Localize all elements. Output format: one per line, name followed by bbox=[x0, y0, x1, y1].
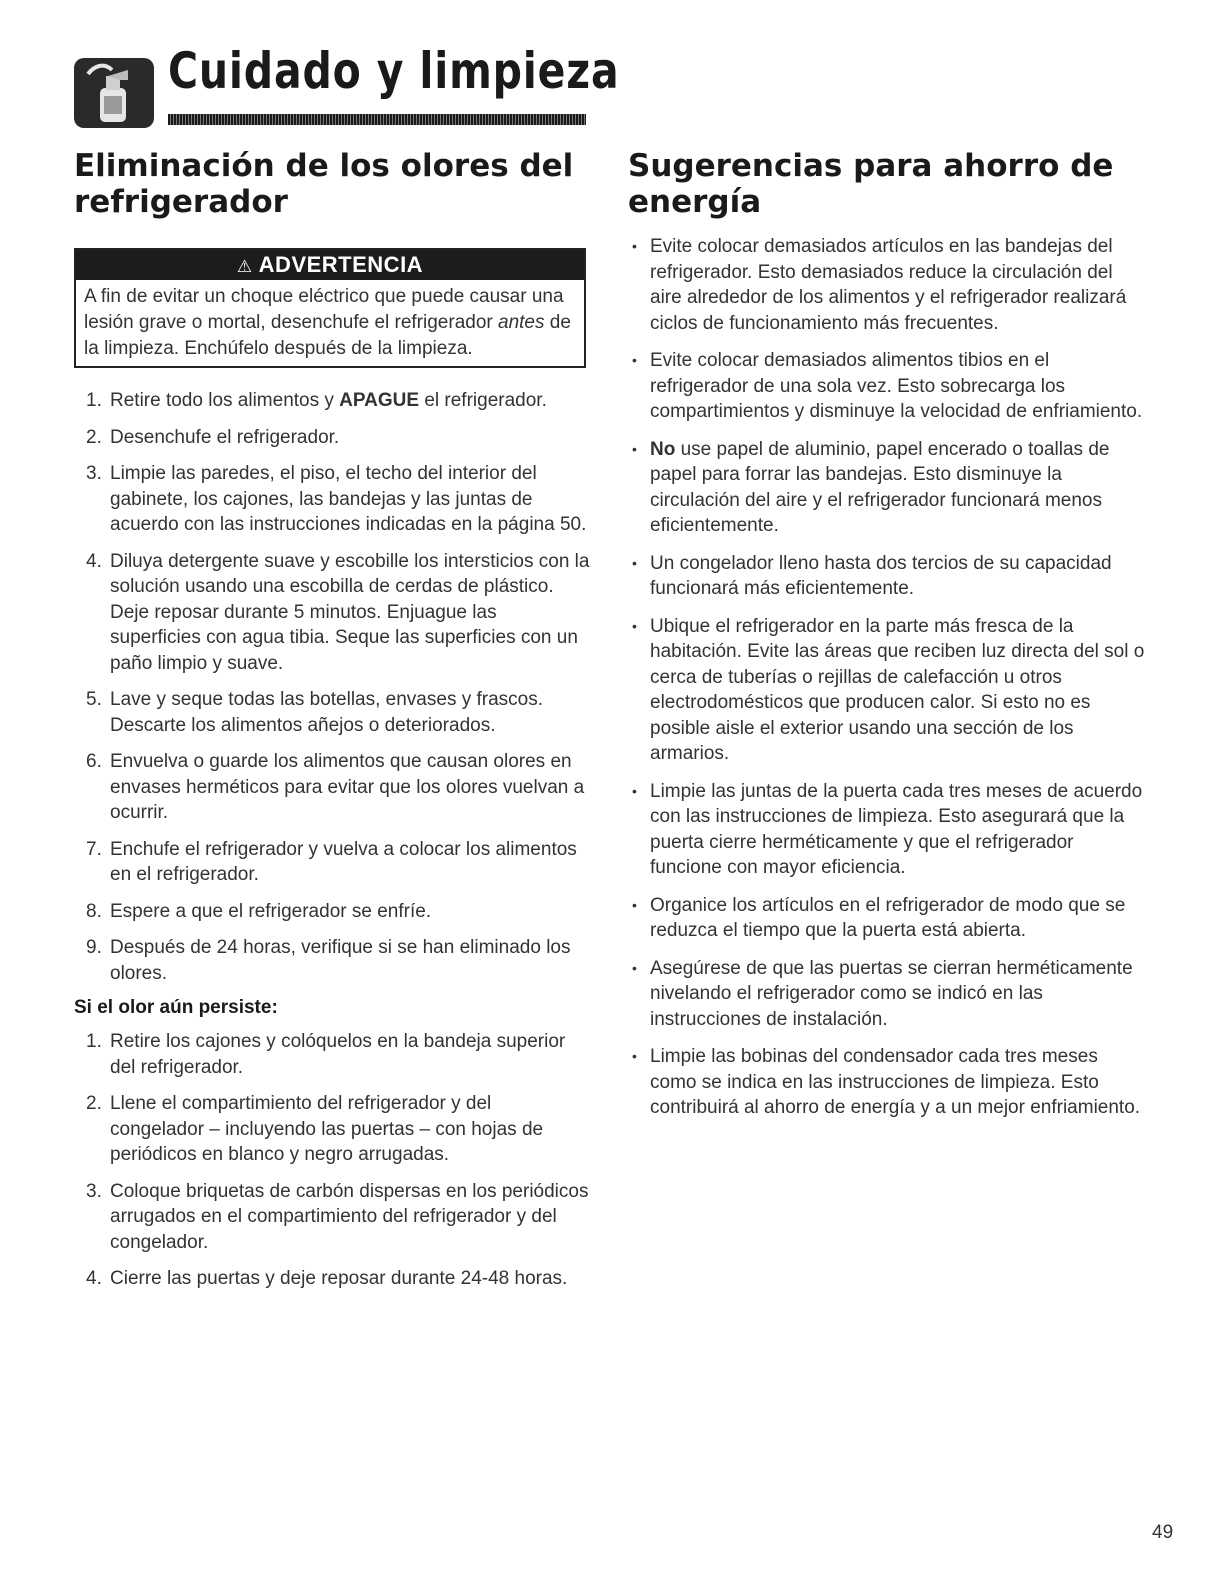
list-item: • Limpie las juntas de la puerta cada tres meses de acuerdo con las instrucciones de limpieza. Esto asegurará que la puerta cierre herméticamente y que el refrigerador funcione con mayor eficiencia. bbox=[632, 780, 1143, 878]
title-underline bbox=[168, 114, 586, 125]
list-item: 1. Retire todo los alimentos y APAGUE el refrigerador. bbox=[86, 390, 547, 411]
warning-box bbox=[74, 248, 586, 368]
page-title: Cuidado y limpieza bbox=[168, 42, 620, 100]
list-item: • Organice los artículos en el refrigerador de modo que se reduzca el tiempo que la puerta está abierta. bbox=[632, 894, 1126, 941]
warning-text: A fin de evitar un choque eléctrico que puede causar una lesión grave o mortal, desenchufe el refrigerador antes de la limpieza. Enchúfelo después de la limpieza. bbox=[84, 286, 571, 359]
energy-tips-heading: Sugerencias para ahorro de energía bbox=[628, 148, 1114, 220]
page-header bbox=[74, 40, 620, 130]
odor-removal-heading: Eliminación de los olores del refrigerador bbox=[74, 148, 574, 220]
warning-triangle-icon: ⚠ bbox=[236, 257, 253, 276]
list-item: • Ubique el refrigerador en la parte más fresca de la habitación. Evite las áreas que reciben luz directa del sol o cerca de tuberías o rejillas de calefacción u otros electrodomésticos que producen calor. Si esto no es posible aisle el exterior usando una sección de los armarios. bbox=[632, 615, 1145, 764]
odor-removal-section bbox=[74, 148, 590, 1303]
list-item: 3. Coloque briquetas de carbón dispersas en los periódicos arrugados en el compartimiento del refrigerador y del congelador. bbox=[86, 1180, 589, 1253]
list-item: 6. Envuelva o guarde los alimentos que causan olores en envases herméticos para evitar que los olores vuelvan a ocurrir. bbox=[86, 751, 585, 823]
list-item: • No use papel de aluminio, papel encerado o toallas de papel para forrar las bandejas. Esto disminuye la circulación del aire y el refrigerador funcionará menos eficientemente. bbox=[632, 438, 1110, 536]
energy-tips-list bbox=[628, 234, 1148, 1121]
list-item: 8. Espere a que el refrigerador se enfríe. bbox=[86, 900, 432, 922]
list-item: • Asegúrese de que las puertas se cierran herméticamente nivelando el refrigerador como se indicó en las instrucciones de instalación. bbox=[632, 957, 1133, 1030]
list-item: 4. Diluya detergente suave y escobille los intersticios con la solución usando una escobilla de cerdas de plástico. Deje reposar durante 5 minutos. Enjuague las superficies con agua tibia. Seque las superficies con un paño limpio y suave. bbox=[86, 550, 590, 674]
warning-label: ADVERTENCIA bbox=[258, 252, 424, 277]
page-number: 49 bbox=[1152, 1522, 1174, 1543]
list-item: • Evite colocar demasiados artículos en las bandejas del refrigerador. Esto demasiados reduce la circulación del aire alrededor de los alimentos y el refrigerador realizará ciclos de funcionamiento más frecuentes. bbox=[632, 236, 1127, 334]
list-item: 1. Retire los cajones y colóquelos en la bandeja superior del refrigerador. bbox=[86, 1031, 566, 1078]
list-item: • Evite colocar demasiados alimentos tibios en el refrigerador de una sola vez. Esto sobrecarga los compartimientos y disminuye la velocidad de enfriamiento. bbox=[632, 350, 1143, 422]
energy-tips-section bbox=[628, 148, 1148, 1133]
list-item: 4. Cierre las puertas y deje reposar durante 24-48 horas. bbox=[86, 1268, 568, 1289]
persistent-odor-subheading: Si el olor aún persiste: bbox=[74, 997, 278, 1018]
list-item: • Un congelador lleno hasta dos tercios de su capacidad funcionará más eficientemente. bbox=[632, 552, 1112, 599]
list-item: 7. Enchufe el refrigerador y vuelva a colocar los alimentos en el refrigerador. bbox=[86, 838, 577, 885]
cleaning-spray-icon bbox=[74, 58, 154, 128]
list-item: 2. Llene el compartimiento del refrigerador y del congelador – incluyendo las puertas – con hojas de periódicos en blanco y negro arrugadas. bbox=[86, 1093, 544, 1165]
list-item: 5. Lave y seque todas las botellas, envases y frascos. Descarte los alimentos añejos o deteriorados. bbox=[86, 689, 544, 736]
list-item: 2. Desenchufe el refrigerador. bbox=[86, 426, 340, 448]
odor-steps-list bbox=[74, 388, 590, 986]
list-item: 3. Limpie las paredes, el piso, el techo del interior del gabinete, los cajones, las bandejas y las juntas de acuerdo con las instrucciones indicadas en la página 50. bbox=[86, 463, 587, 535]
list-item: • Limpie las bobinas del condensador cada tres meses como se indica en las instrucciones de limpieza. Esto contribuirá al ahorro de energía y a un mejor enfriamiento. bbox=[632, 1046, 1141, 1118]
warning-header bbox=[76, 250, 584, 280]
list-item: 9. Después de 24 horas, verifique si se han eliminado los olores. bbox=[86, 937, 571, 984]
persistent-odor-steps-list bbox=[74, 1029, 590, 1292]
